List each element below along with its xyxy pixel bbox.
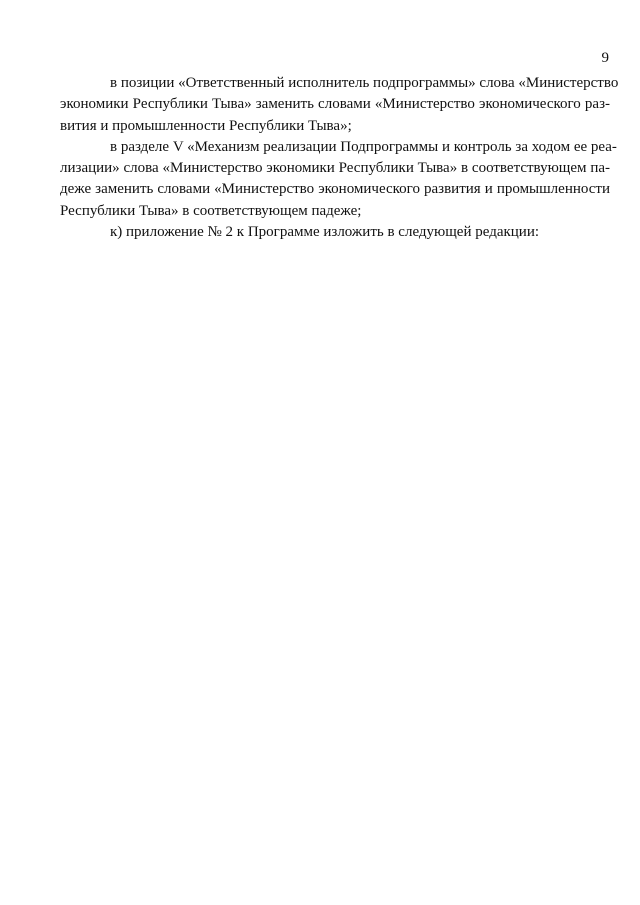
paragraph-line: в разделе V «Механизм реализации Подпрограммы и контроль за ходом ее реа- bbox=[110, 138, 617, 155]
paragraph-line: деже заменить словами «Министерство экономического развития и промышленности bbox=[60, 181, 610, 198]
paragraph-line: к) приложение № 2 к Программе изложить в следующей редакции: bbox=[110, 224, 540, 241]
paragraph-line: лизации» слова «Министерство экономики Республики Тыва» в соответствующем па- bbox=[60, 160, 610, 177]
paragraph-line: в позиции «Ответственный исполнитель подпрограммы» слова «Министерство bbox=[110, 75, 619, 91]
paragraph-line: вития и промышленности Республики Тыва»; bbox=[60, 117, 352, 134]
paragraph-1 bbox=[60, 73, 619, 137]
paragraph-line: экономики Республики Тыва» заменить словами «Министерство экономического раз- bbox=[60, 96, 610, 113]
paragraph-2 bbox=[60, 137, 617, 222]
page-number: 9 bbox=[601, 50, 609, 66]
paragraph-3 bbox=[60, 222, 610, 243]
document-body bbox=[60, 73, 619, 243]
paragraph-line: Республики Тыва» в соответствующем падеже; bbox=[60, 202, 362, 219]
